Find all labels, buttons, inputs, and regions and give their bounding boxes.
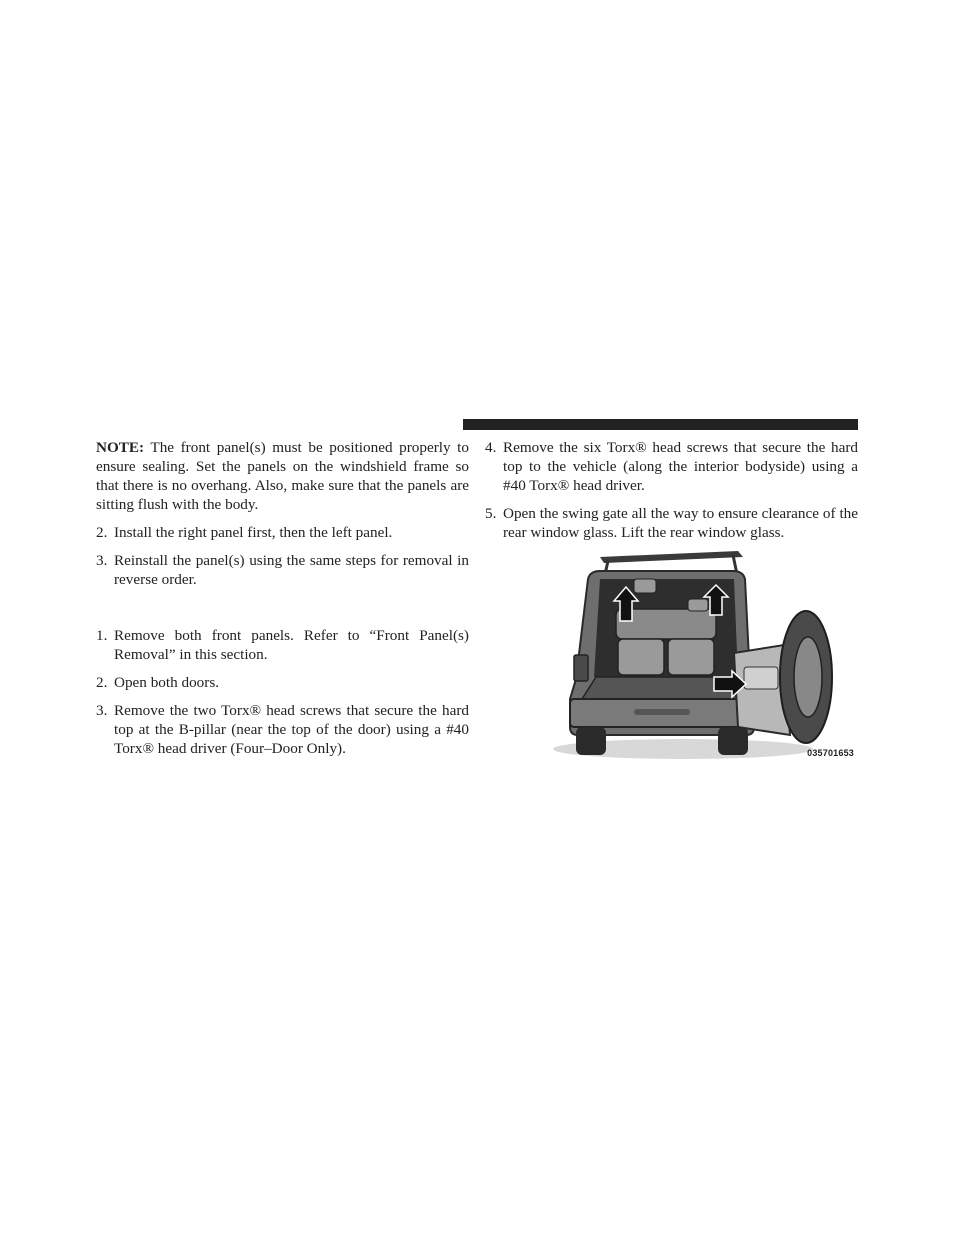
step-text: Remove both front panels. Refer to “Front Panel(s) Removal” in this section. (114, 627, 469, 663)
list-item (485, 438, 858, 495)
step-number: 2. (96, 674, 108, 691)
right-column (485, 438, 858, 551)
list-item (96, 626, 469, 664)
step-text: Remove the two Torx® head screws that secure the hard top at the B-pillar (near the top of the door) using a #40 Torx® head driver (Four–Door Only). (114, 702, 469, 757)
note-paragraph (96, 438, 469, 514)
figure-code: 035701653 (807, 748, 854, 758)
step-number: 4. (485, 439, 497, 456)
note-text: The front panel(s) must be positioned properly to ensure sealing. Set the panels on the windshield frame so that there is no overhang. Also, make sure that the panels are sitting flush with the body. (96, 439, 469, 513)
section-header-bar (463, 419, 858, 430)
step-number: 2. (96, 524, 108, 541)
left-column (96, 438, 469, 767)
list-item (96, 551, 469, 589)
step-text: Install the right panel first, then the left panel. (114, 524, 393, 541)
step-text: Reinstall the panel(s) using the same steps for removal in reverse order. (114, 552, 469, 588)
list-item (485, 504, 858, 542)
list-item (96, 523, 469, 542)
section-gap (96, 598, 469, 626)
list-item (96, 673, 469, 692)
step-number: 1. (96, 627, 108, 644)
list-item (96, 701, 469, 758)
note-label: NOTE: (96, 439, 145, 456)
step-number: 3. (96, 702, 108, 719)
step-text: Open the swing gate all the way to ensure clearance of the rear window glass. Lift the rear window glass. (503, 505, 858, 541)
step-number: 5. (485, 505, 497, 522)
step-number: 3. (96, 552, 108, 569)
vehicle-rear-illustration (538, 549, 858, 764)
step-text: Open both doors. (114, 674, 220, 691)
step-text: Remove the six Torx® head screws that secure the hard top to the vehicle (along the interior bodyside) using a #40 Torx® head driver. (503, 439, 858, 494)
